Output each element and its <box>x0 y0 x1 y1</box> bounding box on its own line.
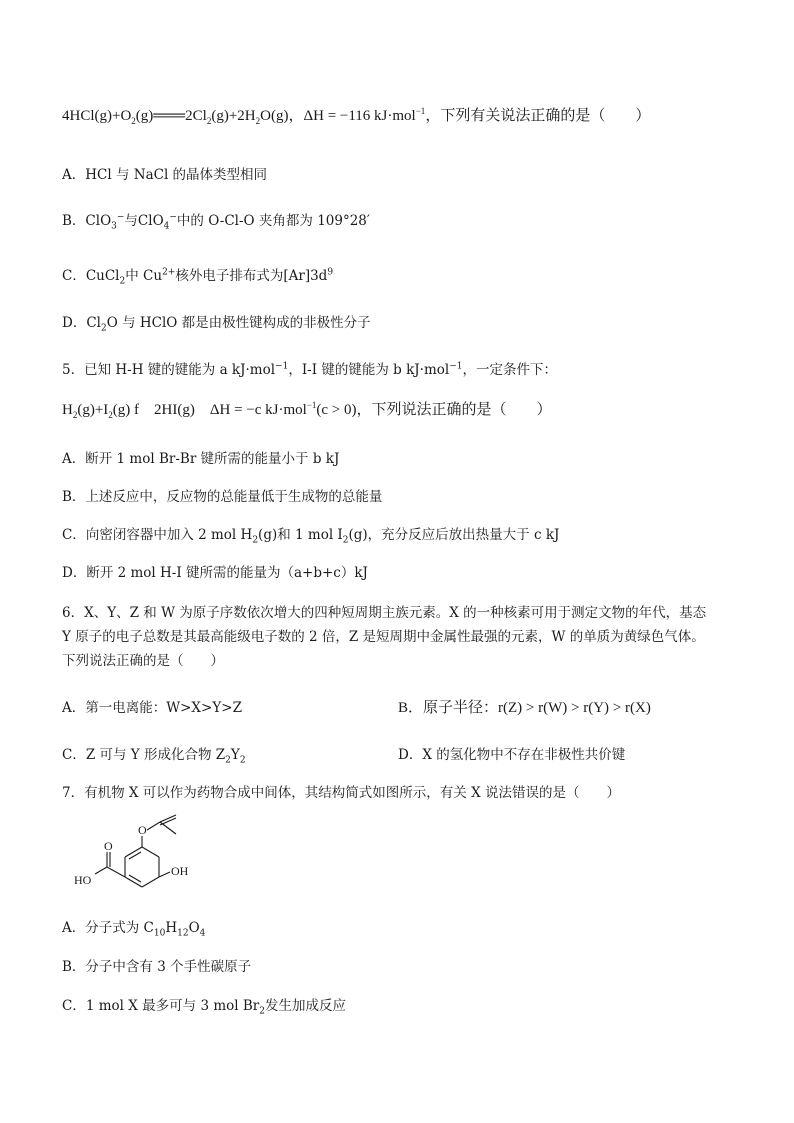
q6-option-d: D．X 的氢化物中不存在非极性共价键 <box>398 747 626 763</box>
q6-option-b: B．原子半径：r(Z) > r(W) > r(Y) > r(X) <box>398 700 651 716</box>
q7-option-c: C．1 mol X 最多可与 3 mol $Br_2$发生加成反应 <box>62 998 346 1017</box>
structure-acid-hydroxyl: HO <box>74 873 92 887</box>
structure-carbonyl-oxygen: O <box>104 839 113 853</box>
q7-option-b: B．分子中含有 3 个手性碳原子 <box>62 959 252 975</box>
q4-option-d: D．$Cl_2O$ 与 HClO 都是由极性键构成的非极性分子 <box>62 315 371 334</box>
q6-stem-line1: 6．X、Y、Z 和 W 为原子序数依次增大的四种短周期主族元素。X 的一种核素可用于测定文物的年代，基态 <box>62 605 707 621</box>
q7-stem: 7．有机物 X 可以作为药物合成中间体，其结构简式如图所示，有关 X 说法错误的是（ ） <box>62 785 620 801</box>
q6-stem-line3: 下列说法正确的是（ ） <box>62 653 224 669</box>
q4-stem: $4HCl(g)+O_2(g)═══2Cl_2(g)+2H_2O(g)$，ΔH = −116 kJ·mol$^{-1}$，下列有关说法正确的是（ ） <box>62 106 651 126</box>
q5-option-a: A．断开 1 mol Br-Br 键所需的能量小于 b kJ <box>62 451 340 467</box>
q4-option-b: B．ClO$_3$−与ClO$_4$−中的 O-Cl-O 夹角都为 109°28′ <box>62 212 370 232</box>
q5-option-d: D．断开 2 mol H-I 键所需的能量为（a+b+c）kJ <box>62 565 368 581</box>
q4-option-c: C．CuCl$_2$中 $Cu^{2+}$核外电子排布式为$[Ar]3d^9$ <box>62 267 334 287</box>
q5-stem-line1: 5．已知 H-H 键的键能为 a kJ·mol$^{-1}$，I-I 键的键能为 b kJ·mol$^{-1}$，一定条件下： <box>62 361 557 378</box>
structural-formula <box>60 812 200 912</box>
q4-option-a: A．HCl 与 NaCl 的晶体类型相同 <box>62 167 268 183</box>
q6-option-c: C．Z 可与 Y 形成化合物 $Z_2Y_2$ <box>62 747 246 766</box>
q6-stem-line2: Y 原子的电子总数是其最高能级电子数的 2 倍，Z 是短周期中金属性最强的元素，W 的单质为黄绿色气体。 <box>62 629 705 645</box>
structure-hydroxyl: OH <box>171 864 189 878</box>
structure-ether-oxygen: O <box>138 823 147 837</box>
q5-option-b: B．上述反应中，反应物的总能量低于生成物的总能量 <box>62 489 383 505</box>
q5-stem-line2: $H_2(g)+I_2(g)$ f 2HI(g) ΔH = −c kJ·mol$^{-1}$(c > 0)，下列说法正确的是（ ） <box>62 400 552 420</box>
q7-option-a: A．分子式为 $C_{10}H_{12}O_4$ <box>62 920 206 939</box>
q5-option-c: C．向密闭容器中加入 2 mol $H_2(g)$和 1 mol $I_2(g)$，充分反应后放出热量大于 c kJ <box>62 527 560 546</box>
q6-option-a: A．第一电离能：W>X>Y>Z <box>62 700 242 716</box>
